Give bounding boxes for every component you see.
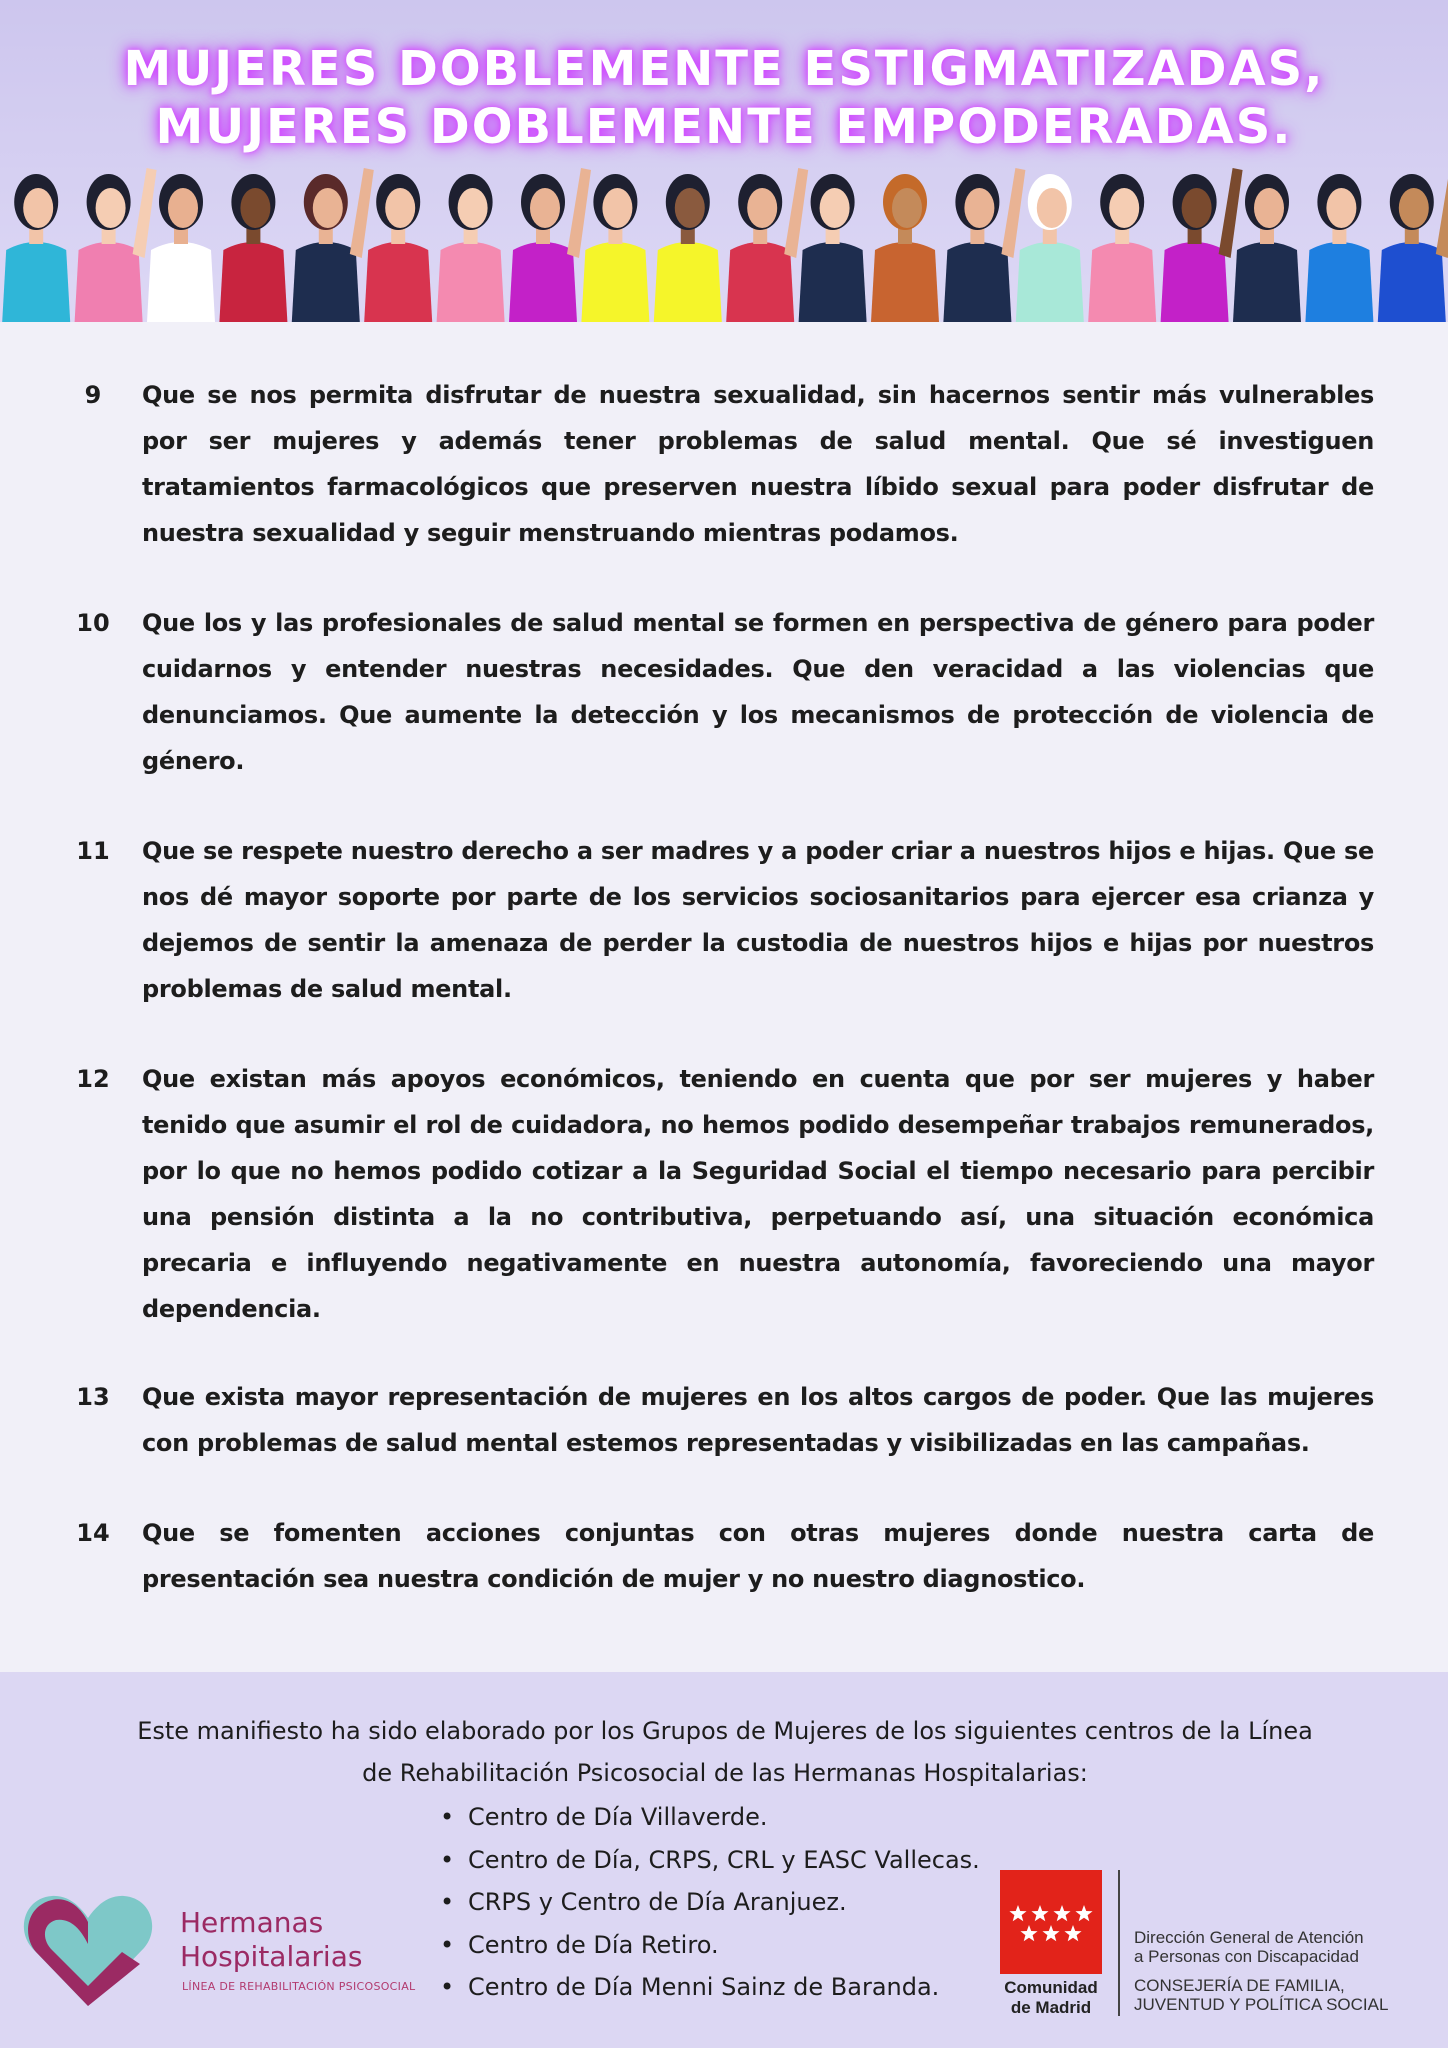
woman-figure xyxy=(1161,168,1243,322)
header-banner xyxy=(0,0,1448,322)
consejeria-text xyxy=(1134,1976,1388,2014)
item-number: 13 xyxy=(76,1383,110,1411)
logo-divider xyxy=(1118,1870,1120,2016)
woman-figure xyxy=(1088,174,1156,322)
madrid-name-line: de Madrid xyxy=(1010,1998,1092,2017)
intro-line-1: Este manifiesto ha sido elaborado por los Grupos de Mujeres de los siguientes centros de la Línea xyxy=(137,1717,1313,1745)
woman-figure xyxy=(219,174,287,322)
woman-figure xyxy=(75,168,157,322)
item-number: 12 xyxy=(76,1065,110,1093)
center-item: • Centro de Día Villaverde. xyxy=(440,1796,1000,1839)
title-line-2: MUJERES DOBLEMENTE EMPODERADAS. xyxy=(155,99,1293,155)
star-icon xyxy=(1042,1925,1059,1941)
item-number: 10 xyxy=(76,609,110,637)
woman-figure xyxy=(1016,174,1084,322)
star-icon xyxy=(1053,1905,1070,1921)
centers-list xyxy=(440,1796,1000,2009)
woman-figure xyxy=(726,168,808,322)
item-text: Que se fomenten acciones conjuntas con otras mujeres donde nuestra carta de presentación sea nuestra condición de mujer y no nuestro diagnostico. xyxy=(142,1519,1374,1593)
woman-figure xyxy=(364,174,432,322)
hermanas-logo-subtitle: LÍNEA DE REHABILITACIÓN PSICOSOCIAL xyxy=(182,1980,416,1993)
woman-figure xyxy=(799,174,867,322)
star-icon xyxy=(1064,1925,1081,1941)
logo-name-line: Hospitalarias xyxy=(180,1940,363,1973)
star-icon xyxy=(1031,1905,1048,1921)
center-item: • Centro de Día, CRPS, CRL y EASC Vallecas. xyxy=(440,1839,1000,1882)
woman-figure xyxy=(871,174,939,322)
item-text: Que se respete nuestro derecho a ser madres y a poder criar a nuestros hijos e hijas. Que se nos dé mayor soporte por parte de los servicios sociosanitarios para ejercer esa crianza y dejemos de sentir la amenaza de perder la custodia de nuestros hijos e hijas por nuestros problemas de salud mental. xyxy=(142,837,1374,1003)
item-text: Que los y las profesionales de salud mental se formen en perspectiva de género para poder cuidarnos y entender nuestras necesidades. Que den veracidad a las violencias que denunciamos. Que aumente la detección y los mecanismos de protección de violencia de género. xyxy=(142,609,1374,775)
woman-figure xyxy=(1378,168,1448,322)
star-icon xyxy=(1075,1905,1092,1921)
consejeria-line: CONSEJERÍA DE FAMILIA, xyxy=(1134,1976,1345,1995)
woman-figure xyxy=(581,174,649,322)
star-icon xyxy=(1020,1925,1037,1941)
item-number: 14 xyxy=(76,1519,110,1547)
item-number: 9 xyxy=(84,381,102,409)
item-number: 11 xyxy=(76,837,110,865)
center-item: • Centro de Día Menni Sainz de Baranda. xyxy=(440,1966,1000,2009)
direccion-line: a Personas con Discapacidad xyxy=(1134,1947,1359,1966)
center-item: • Centro de Día Retiro. xyxy=(440,1924,1000,1967)
direccion-general-text xyxy=(1134,1928,1364,1966)
woman-figure xyxy=(943,168,1025,322)
hermanas-logo-text xyxy=(180,1906,362,1974)
item-text: Que existan más apoyos económicos, teniendo en cuenta que por ser mujeres y haber tenido que asumir el rol de cuidadora, no hemos podido desempeñar trabajos remunerados, por lo que no hemos podido cotizar a la Seguridad Social el tiempo necesario para percibir una pensión distinta a la no contributiva, perpetuando así, una situación económica precaria e influyendo negativamente en nuestra autonomía, favoreciendo una mayor dependencia. xyxy=(142,1065,1374,1323)
consejeria-line: JUVENTUD Y POLÍTICA SOCIAL xyxy=(1134,1995,1389,2014)
woman-figure xyxy=(292,168,374,322)
item-text: Que se nos permita disfrutar de nuestra sexualidad, sin hacernos sentir más vulnerables por ser mujeres y además tener problemas de salud mental. Que sé investiguen tratamientos farmacológicos que preserven nuestra líbido sexual para poder disfrutar de nuestra sexualidad y seguir menstruando mientras podamos. xyxy=(142,381,1374,547)
comunidad-madrid-text xyxy=(988,1978,1114,2018)
woman-figure xyxy=(1233,174,1301,322)
intro-line-2: de Rehabilitación Psicosocial de las Hermanas Hospitalarias: xyxy=(362,1759,1088,1787)
woman-figure xyxy=(147,174,215,322)
heart-logo-icon xyxy=(18,1884,158,2014)
direccion-line: Dirección General de Atención xyxy=(1134,1928,1364,1947)
item-text: Que exista mayor representación de mujeres en los altos cargos de poder. Que las mujeres con problemas de salud mental estemos representadas y visibilizadas en las campañas. xyxy=(142,1383,1374,1457)
woman-figure xyxy=(2,174,70,322)
madrid-name-line: Comunidad xyxy=(1004,1978,1098,1997)
woman-figure xyxy=(437,174,505,322)
stars-icon xyxy=(1000,1870,1102,1974)
women-crowd-illustration xyxy=(0,158,1448,322)
star-icon xyxy=(1009,1905,1026,1921)
woman-figure xyxy=(654,174,722,322)
page-title xyxy=(0,40,1448,156)
logo-name-line: Hermanas xyxy=(180,1906,324,1939)
footer-intro xyxy=(90,1710,1360,1794)
woman-figure xyxy=(1305,174,1373,322)
title-line-1: MUJERES DOBLEMENTE ESTIGMATIZADAS, xyxy=(123,41,1325,97)
woman-figure xyxy=(509,168,591,322)
center-item: • CRPS y Centro de Día Aranjuez. xyxy=(440,1881,1000,1924)
